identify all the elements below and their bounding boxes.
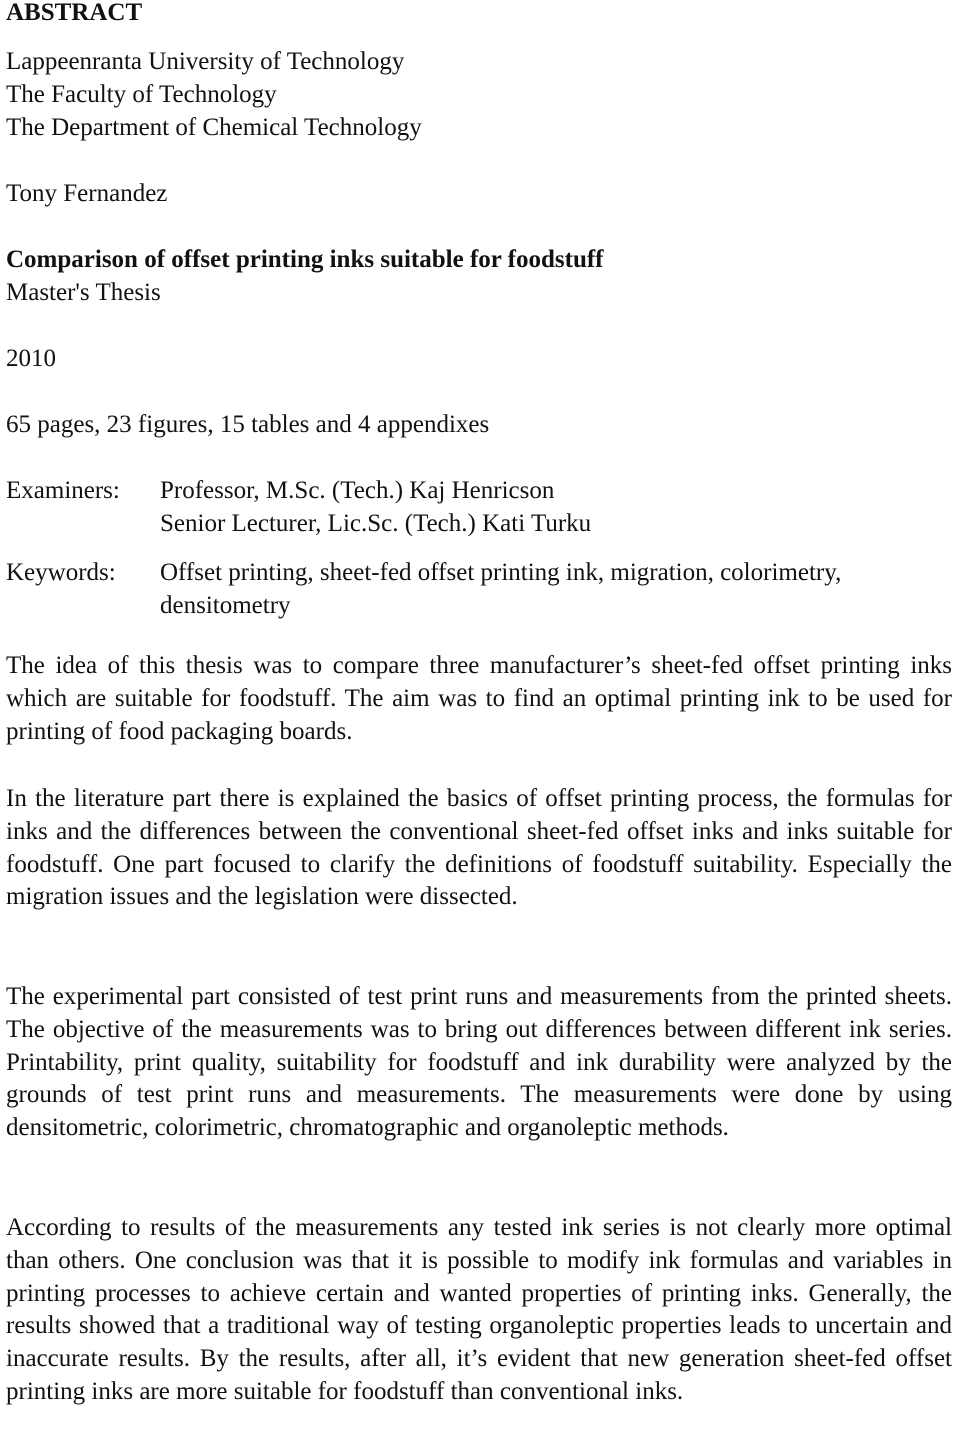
thesis-type: Master's Thesis bbox=[6, 278, 161, 306]
university-name: Lappeenranta University of Technology bbox=[6, 48, 405, 75]
abstract-paragraph-1: The idea of this thesis was to compare three manufacturer’s sheet-fed offset printing inks which are suitable for foodstuff. The aim was to find an optimal printing ink to be used for printing of food packaging boards. bbox=[6, 652, 952, 745]
department-name: The Department of Chemical Technology bbox=[6, 113, 422, 141]
examiners-label: Examiners: bbox=[6, 477, 120, 504]
keywords-label: Keywords: bbox=[6, 559, 116, 586]
examiners-row bbox=[6, 475, 952, 541]
institution-block bbox=[6, 46, 952, 144]
abstract-paragraph-2: In the literature part there is explained the basics of offset printing process, the formulas for inks and the differences between the conventional sheet-fed offset inks and inks suitable for foodstuff. One part focused to clarify the definitions of foodstuff suitability. Especially the migration issues and the legislation were dissected. bbox=[6, 785, 952, 911]
examiner-2: Senior Lecturer, Lic.Sc. (Tech.) Kati Turku bbox=[160, 509, 592, 537]
abstract-paragraph-4: According to results of the measurements any tested ink series is not clearly more optimal than others. One conclusion was that it is possible to modify ink formulas and variables in printing processes to achieve certain and wanted properties of printing inks. Generally, the results showed that a traditional way of testing organoleptic properties leads to uncertain and inaccurate results. By the results, after all, it’s evident that new generation sheet-fed offset printing inks are more suitable for foodstuff than conventional inks. bbox=[6, 1214, 952, 1405]
abstract-paragraph-3: The experimental part consisted of test print runs and measurements from the printed sheets. The objective of the measurements was to bring out differences between different ink series. Printability, print quality, suitability for foodstuff and ink durability were analyzed by the grounds of test print runs and measurements. The measurements were done by using densitometric, colorimetric, chromatographic and organoleptic methods. bbox=[6, 983, 952, 1142]
thesis-year: 2010 bbox=[6, 345, 56, 372]
abstract-heading: ABSTRACT bbox=[6, 0, 143, 26]
author-name: Tony Fernandez bbox=[6, 180, 168, 207]
thesis-extent: 65 pages, 23 figures, 15 tables and 4 appendixes bbox=[6, 411, 490, 438]
thesis-title-block bbox=[6, 244, 952, 310]
keywords-text: Offset printing, sheet-fed offset printing ink, migration, colorimetry, densitometry bbox=[160, 559, 842, 619]
faculty-name: The Faculty of Technology bbox=[6, 80, 277, 108]
thesis-title: Comparison of offset printing inks suitable for foodstuff bbox=[6, 246, 604, 273]
examiner-1: Professor, M.Sc. (Tech.) Kaj Henricson bbox=[160, 477, 555, 504]
keywords-row bbox=[6, 557, 952, 623]
examiners-list bbox=[160, 475, 952, 541]
